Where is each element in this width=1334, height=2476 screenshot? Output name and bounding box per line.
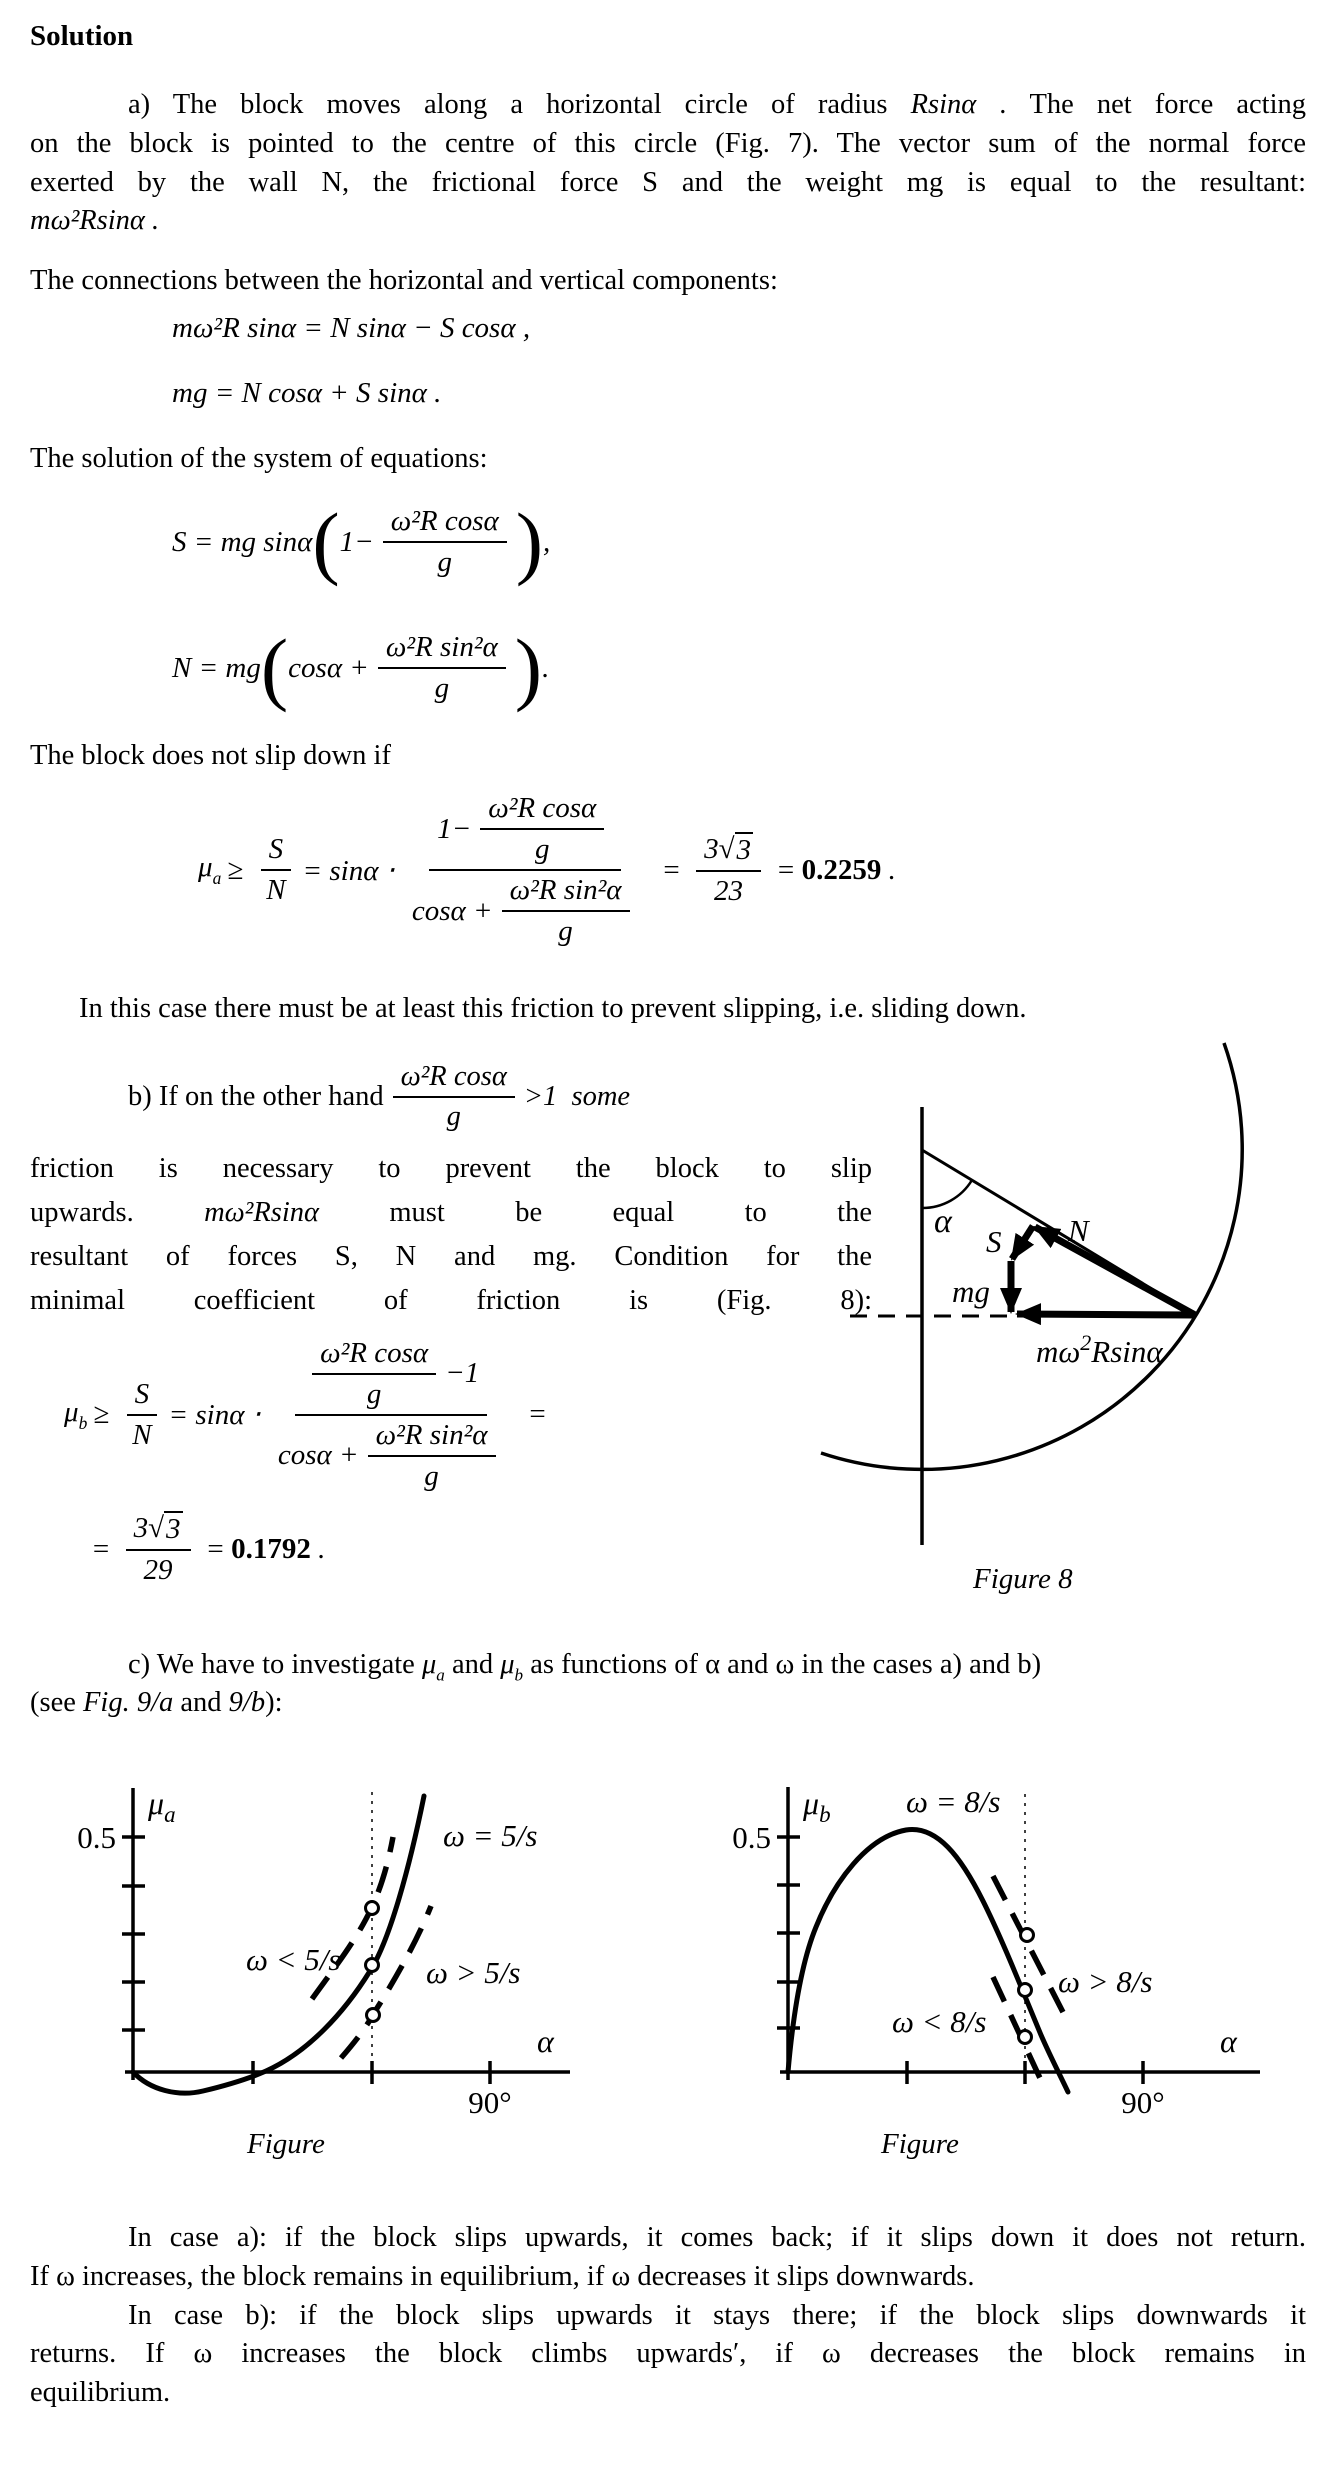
eq-N-lhs: N = mg — [172, 651, 261, 684]
resultant-label-m-omega: mω — [1036, 1334, 1081, 1369]
resultant-label-exponent: 2 — [1080, 1330, 1092, 1355]
text-run: and — [173, 1687, 229, 1718]
fraction-numerator: ω²R cosα — [480, 792, 604, 830]
cos-plus: cosα + — [277, 1439, 359, 1471]
curve-omega-equal-8 — [788, 1829, 1068, 2092]
figure-8-diagram — [790, 1040, 1310, 1600]
paren-open: ( — [260, 622, 289, 714]
result-value: 0.2259 — [801, 853, 882, 886]
equation-vertical-components: mg = N cosα + S sinα . — [172, 377, 442, 409]
inner-fraction — [312, 1337, 436, 1411]
geq-sign: ≥ — [93, 1398, 110, 1430]
fraction-numerator: ω²R cosα — [393, 1061, 515, 1098]
equals-sign: = — [91, 1532, 111, 1565]
marked-point — [1019, 2031, 1032, 2044]
paragraph-b-line3 — [30, 1194, 872, 1233]
fraction — [383, 505, 507, 579]
fraction-denominator: N — [132, 1418, 152, 1451]
fraction-S-over-N — [124, 1378, 159, 1452]
mu-b-ref — [500, 1649, 524, 1685]
mu-a-ref — [421, 1649, 445, 1685]
graph-a-caption: Figure — [247, 2128, 325, 2160]
radicand: 3 — [736, 834, 751, 866]
friction-force-arrow — [1012, 1226, 1033, 1259]
figure-8-caption: Figure 8 — [973, 1563, 1073, 1595]
graph-mu-b — [720, 1780, 1300, 2180]
marked-point — [366, 1959, 379, 1972]
math-run: >1 some — [523, 1081, 631, 1112]
big-fraction — [270, 1337, 513, 1493]
graph-b-caption: Figure — [881, 2128, 959, 2160]
paren-close: ) — [515, 496, 544, 588]
text-run: must be equal to the — [318, 1197, 872, 1228]
equals-sign: = — [776, 853, 796, 886]
eq-S-one-minus: 1− — [339, 525, 374, 558]
normal-force-arrow — [1035, 1227, 1195, 1315]
equals-sign: = — [661, 853, 682, 886]
resultant-label — [1036, 1330, 1163, 1369]
x-axis-label: α — [1220, 2023, 1237, 2059]
mu-sub: b — [819, 1802, 831, 1827]
inner-fraction — [480, 792, 604, 866]
mu-sub: b — [78, 1412, 88, 1433]
equation-horizontal-components: mω²R sinα = N sinα − S cosα , — [172, 312, 531, 344]
eq-N-tail: . — [542, 651, 550, 684]
big-fraction-numerator — [429, 792, 621, 871]
text-run: as functions of α and ω in the cases a) and b) — [523, 1649, 1042, 1680]
mu: μ — [803, 1785, 820, 1821]
mu-sub: a — [436, 1665, 445, 1685]
math-run: Rsinα — [910, 89, 977, 120]
eq-S-tail: , — [543, 525, 551, 558]
equation-S — [172, 492, 550, 592]
x-tick-label: 90° — [468, 2085, 512, 2120]
marked-point — [1019, 1984, 1032, 1997]
text-run: a) The block moves along a horizontal circle of radius — [128, 89, 911, 120]
result-value: 0.1792 — [231, 1532, 311, 1565]
fraction-numerator: S — [127, 1378, 158, 1416]
big-fraction-numerator — [295, 1337, 487, 1416]
friction-note: In this case there must be at least this friction to prevent slipping, i.e. sliding down. — [79, 993, 1027, 1024]
text-run: and — [444, 1649, 501, 1680]
radicand: 3 — [166, 1513, 181, 1545]
fraction-S-over-N — [258, 833, 293, 907]
fraction-denominator: g — [434, 672, 450, 704]
text-run: . The net force acting — [976, 89, 1307, 120]
y-axis-label — [147, 1785, 176, 1827]
fraction-numerator: ω²R cosα — [312, 1337, 436, 1375]
equals-sign: = — [527, 1398, 548, 1430]
paragraph-a-line2: on the block is pointed to the centre of this circle (Fig. 7). The vector sum of the normal force — [30, 127, 1306, 159]
text-run: ): — [265, 1687, 283, 1718]
dashed-left-label: ω < 5/s — [246, 1942, 341, 1977]
paragraph-a-line4: mω²Rsinα . — [30, 205, 160, 237]
fraction-denominator: g — [366, 1377, 382, 1410]
mu: μ — [148, 1785, 165, 1821]
y-tick-label: 0.5 — [77, 1820, 116, 1855]
fraction-denominator: N — [266, 874, 286, 906]
weight-label: mg — [952, 1274, 990, 1309]
inner-fraction — [502, 874, 630, 948]
fraction-denominator: g — [424, 1459, 439, 1492]
fraction-denominator: 23 — [714, 875, 744, 907]
root-coefficient: 3 — [133, 1512, 149, 1544]
equation-mu-b — [64, 1322, 553, 1507]
normal-label: N — [1068, 1213, 1089, 1248]
marked-point — [367, 2009, 380, 2022]
mu: μ — [421, 1649, 437, 1680]
friction-label: S — [986, 1224, 1002, 1259]
resultant-label-rsina: Rsinα — [1091, 1334, 1163, 1369]
cos-plus: cosα + — [411, 894, 493, 927]
mu-a-symbol — [198, 851, 221, 889]
one-minus: 1− — [437, 812, 472, 845]
radical-sign: √ — [718, 833, 735, 865]
final-paragraph — [30, 2219, 1306, 2413]
fraction-numerator — [696, 832, 761, 872]
result-fraction — [126, 1511, 191, 1587]
inline-fraction — [393, 1061, 515, 1133]
fraction-denominator: g — [437, 546, 452, 578]
text-run: c) We have to investigate — [128, 1649, 422, 1680]
equation-mu-a — [198, 770, 896, 970]
solid-curve-label: ω = 8/s — [906, 1784, 1001, 1819]
figure-ref: 9/b — [228, 1687, 266, 1718]
marked-point — [366, 1902, 379, 1915]
fraction-numerator: ω²R cosα — [383, 505, 507, 543]
fraction-numerator: ω²R sin²α — [368, 1419, 496, 1457]
big-fraction-denominator — [270, 1416, 513, 1493]
fraction — [378, 631, 506, 705]
paren-close: ) — [514, 622, 543, 714]
marked-point — [1021, 1929, 1034, 1942]
noslip-line: The block does not slip down if — [30, 740, 391, 771]
final-line5: equilibrium. — [30, 2377, 171, 2409]
curve-omega-greater-5 — [341, 1906, 431, 2058]
minus-one: −1 — [445, 1357, 480, 1389]
equation-N — [172, 618, 549, 718]
text-run: (see — [30, 1687, 84, 1718]
paragraph-a-line3: exerted by the wall N, the frictional force S and the weight mg is equal to the resultant: — [30, 166, 1306, 198]
mu: μ — [64, 1395, 79, 1428]
final-line4: returns. If ω increases the block climbs upwards′, if ω decreases the block remains in — [30, 2338, 1306, 2370]
paragraph-b-line1 — [30, 1054, 630, 1140]
paren-open: ( — [312, 496, 340, 588]
y-axis-label — [802, 1785, 831, 1827]
fraction-numerator: ω²R sin²α — [502, 874, 630, 912]
resultant-arrow — [1017, 1314, 1195, 1315]
mu-sub: a — [212, 867, 222, 888]
fraction-numerator — [126, 1511, 191, 1551]
dashed-right-label: ω > 8/s — [1058, 1964, 1153, 1999]
eq-sin-alpha: = sinα ⋅ — [168, 1399, 261, 1431]
paragraph-a — [30, 86, 1306, 241]
dashed-right-label: ω > 5/s — [426, 1955, 521, 1990]
figure-ref: Fig. 9/a — [83, 1687, 174, 1718]
graph-mu-a — [60, 1780, 640, 2180]
paragraph-b-line4: resultant of forces S, N and mg. Condition for the — [30, 1241, 872, 1272]
final-line2: If ω increases, the block remains in equilibrium, if ω decreases it slips downwards. — [30, 2260, 975, 2292]
radical-sign: √ — [148, 1512, 164, 1544]
fraction-denominator: g — [558, 915, 573, 947]
dashed-left-label: ω < 8/s — [892, 2004, 987, 2039]
big-fraction-denominator — [404, 871, 647, 948]
fraction-denominator: g — [446, 1101, 461, 1132]
mu-sub: b — [514, 1665, 524, 1685]
alpha-label: α — [934, 1203, 952, 1240]
text-run: upwards. — [30, 1197, 205, 1228]
y-tick-label: 0.5 — [732, 1820, 771, 1855]
geq-sign: ≥ — [227, 853, 244, 886]
text-run: b) If on the other hand — [128, 1081, 384, 1112]
eq-S-lhs: S = mg sinα — [172, 525, 313, 558]
final-line1: In case a): if the block slips upwards, it comes back; if it slips down it does not return. — [128, 2222, 1306, 2253]
math-run: mω²Rsinα — [204, 1197, 319, 1228]
x-tick-label: 90° — [1121, 2085, 1165, 2120]
sphere-wall-arc — [821, 1043, 1242, 1469]
fraction-numerator: S — [261, 833, 292, 871]
equation-mu-b-result — [85, 1508, 325, 1590]
x-axis-label: α — [537, 2023, 554, 2059]
paragraph-c-line2 — [30, 1684, 283, 1723]
paragraph-b-line5: minimal coefficient of friction is (Fig. 8): — [30, 1285, 872, 1316]
fraction-denominator: g — [534, 833, 550, 865]
mu: μ — [198, 851, 213, 884]
mu-b-symbol — [64, 1396, 87, 1434]
eq-N-cos-plus: cosα + — [288, 651, 369, 684]
big-fraction — [404, 792, 647, 948]
mu-sub: a — [164, 1802, 176, 1827]
fraction-numerator: ω²R sin²α — [378, 631, 506, 669]
fraction-denominator: 29 — [143, 1554, 173, 1586]
eq-sin-alpha: = sinα ⋅ — [302, 854, 395, 887]
page-title: Solution — [30, 20, 134, 52]
solid-curve-label: ω = 5/s — [443, 1818, 538, 1853]
solution-line: The solution of the system of equations: — [30, 443, 488, 474]
inner-fraction — [368, 1419, 496, 1493]
result-fraction — [696, 832, 761, 908]
paragraph-b-line2: friction is necessary to prevent the block to slip — [30, 1153, 872, 1184]
equals-sign: = — [205, 1532, 226, 1565]
final-line3: In case b): if the block slips upwards it stays there; if the block slips downwards it — [128, 2299, 1306, 2331]
period: . — [310, 1532, 326, 1565]
period: . — [881, 853, 896, 886]
root-coefficient: 3 — [704, 833, 719, 865]
connections-line: The connections between the horizontal and vertical components: — [30, 265, 778, 296]
paragraph-a-line1 — [30, 86, 1306, 125]
mu: μ — [500, 1649, 515, 1680]
